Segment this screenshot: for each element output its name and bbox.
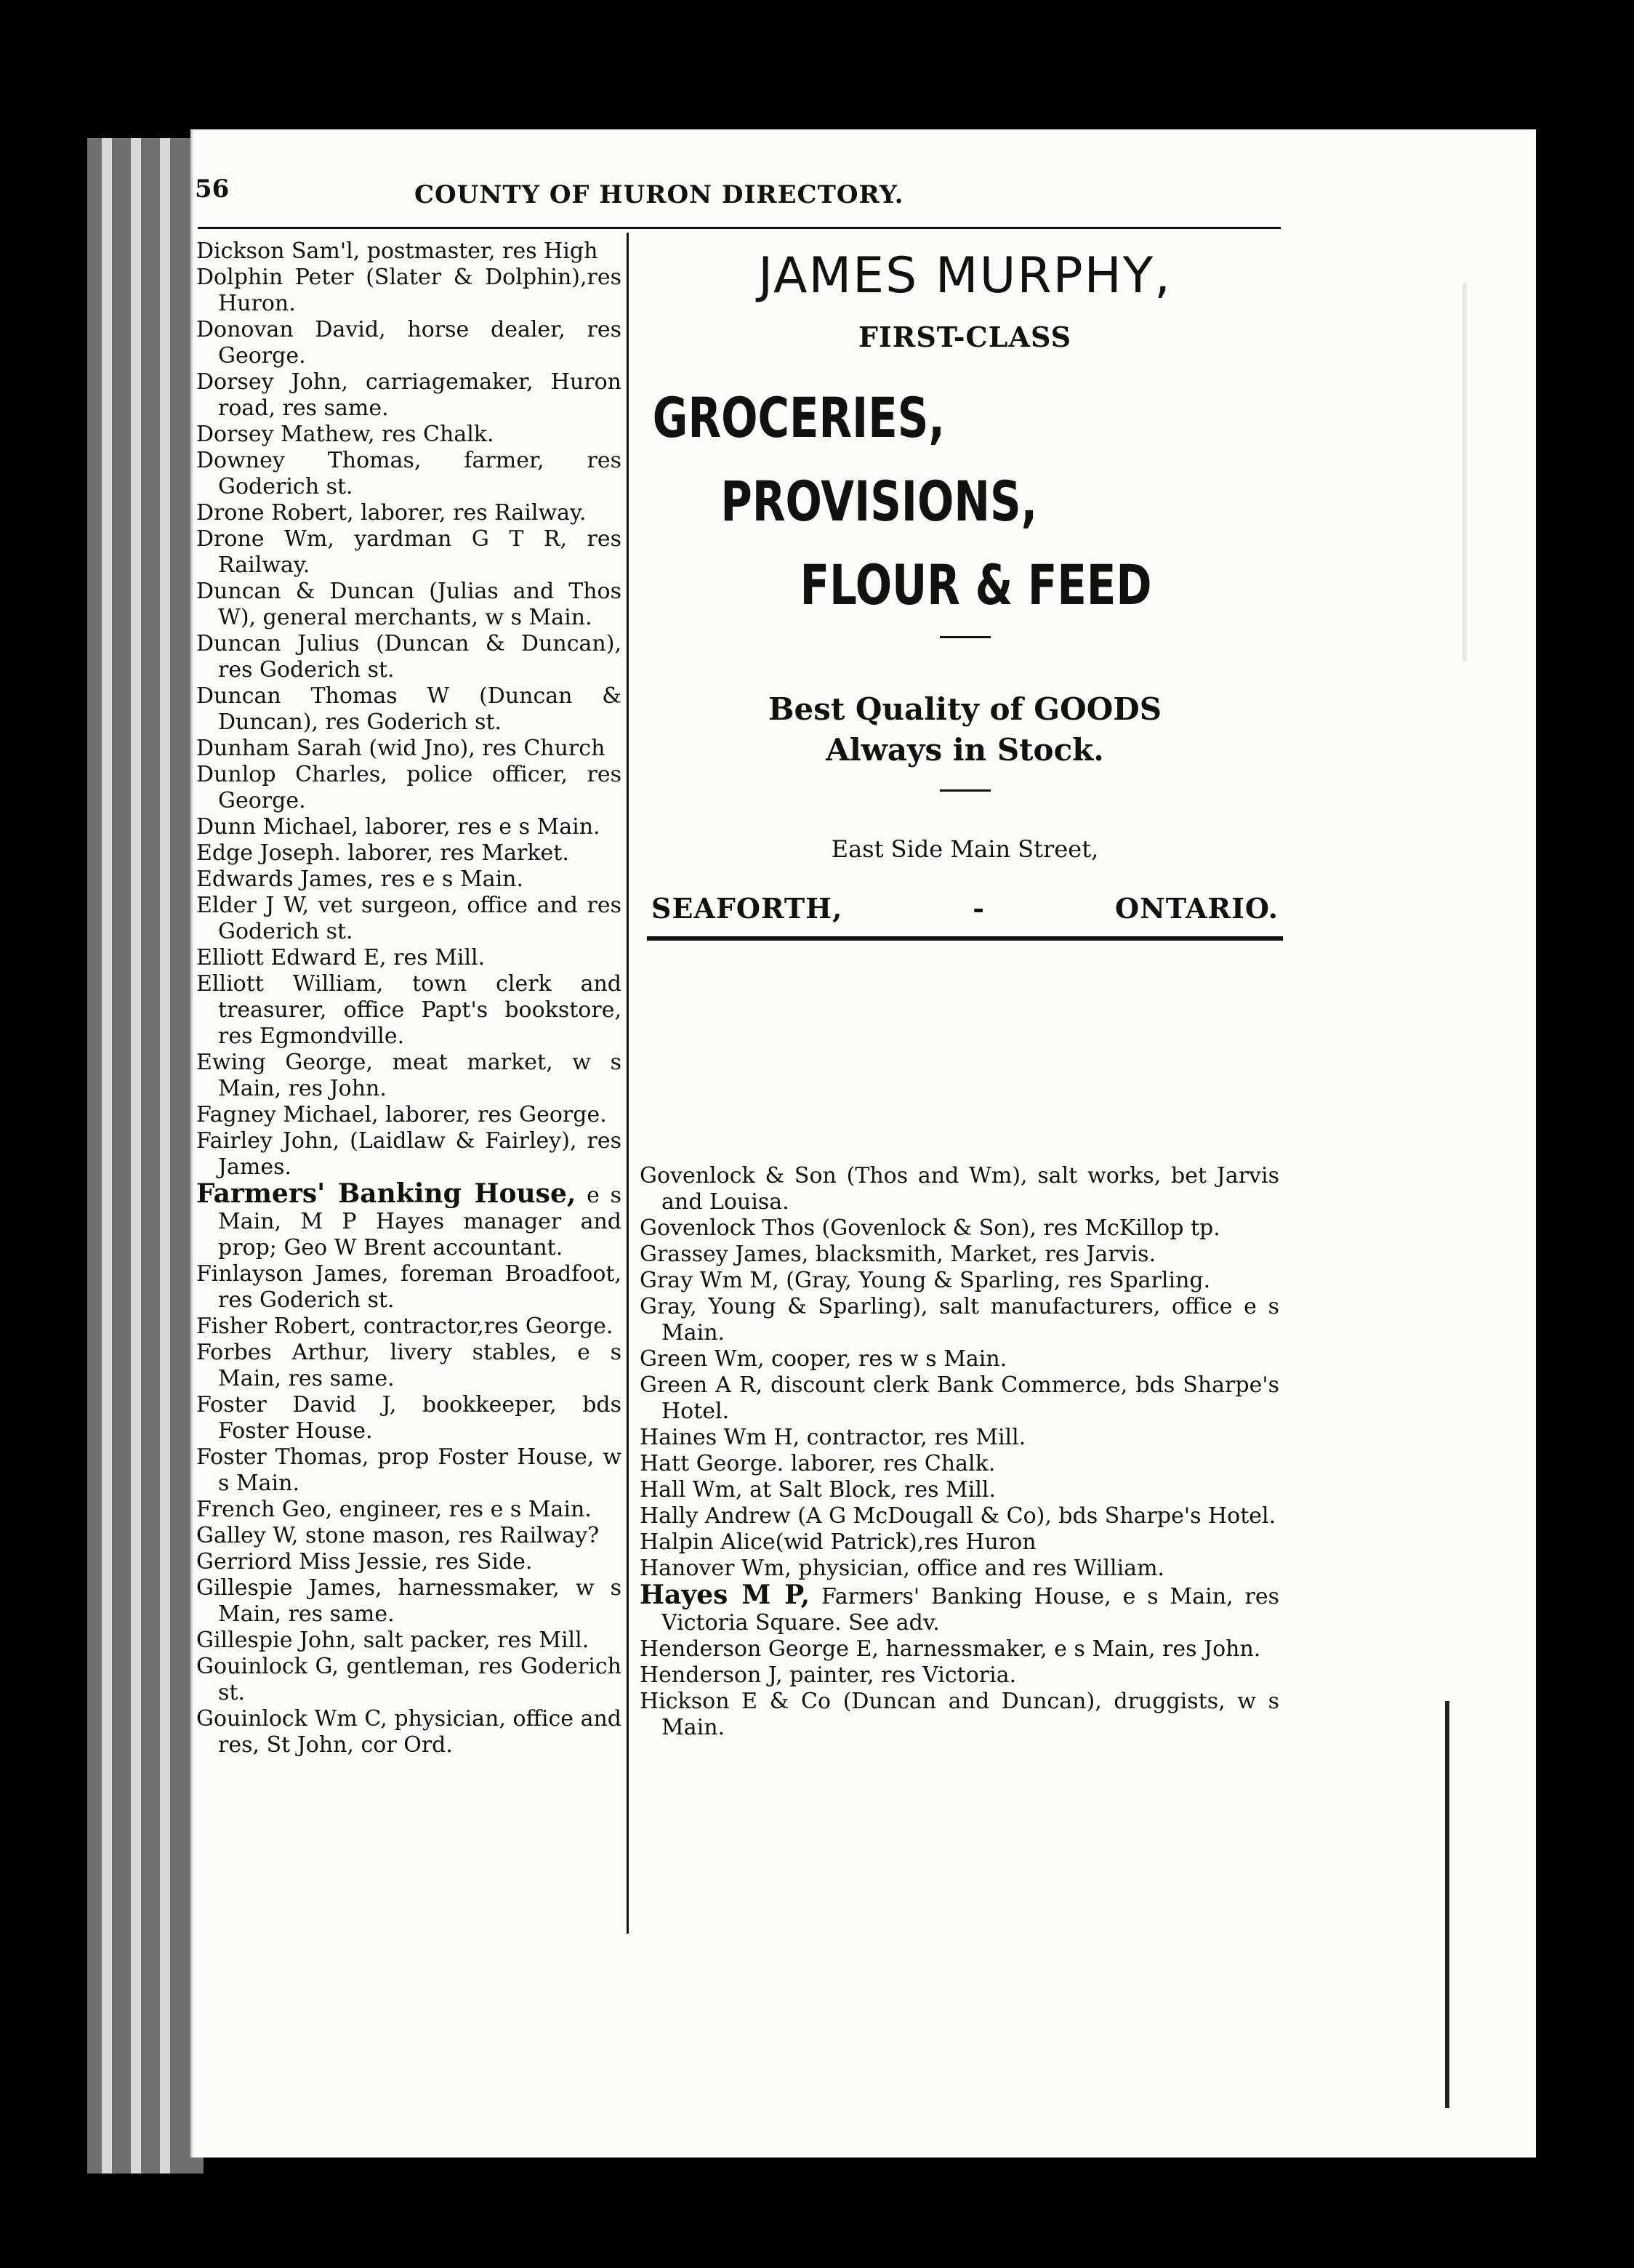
ad-separator: - [973,892,986,925]
ad-bottom-rule [647,936,1283,941]
directory-entry: Gouinlock G, gentleman, res Goderich st. [196,1654,621,1705]
directory-entry: Elliott William, town clerk and treasurer, office Papt's bookstore, res Egmondville. [196,971,621,1049]
advertisement [647,240,1283,941]
directory-entry: Hatt George. laborer, res Chalk. [640,1451,996,1476]
entry-list [196,238,621,1181]
binding-tab [1462,284,1467,662]
directory-entry: Foster Thomas, prop Foster House, w s Main. [196,1444,621,1496]
directory-entry: Fairley John, (Laidlaw & Fairley), res James. [196,1128,621,1180]
page-number: 56 [195,174,230,204]
directory-entry: Gerriord Miss Jessie, res Side. [196,1549,533,1575]
running-head: COUNTY OF HURON DIRECTORY. [414,180,904,209]
directory-entry: Hickson E & Co (Duncan and Duncan), druggists, w s Main. [640,1689,1279,1740]
directory-entry: Drone Wm, yardman G T R, res Railway. [196,526,621,578]
directory-entry: Haines Wm H, contractor, res Mill. [640,1425,1026,1450]
directory-entry: Drone Robert, laborer, res Railway. [196,500,587,526]
book-edge [87,138,204,2174]
directory-entry: Dolphin Peter (Slater & Dolphin),res Huron. [196,265,621,316]
ad-provisions: PROVISIONS, [720,469,1038,534]
ad-city: SEAFORTH, [651,892,843,925]
entry-list [640,1163,1279,1582]
directory-entry: Green A R, discount clerk Bank Commerce, bds Sharpe's Hotel. [640,1372,1279,1424]
left-column [196,238,621,1758]
ad-slogan [647,689,1283,771]
directory-entry: French Geo, engineer, res e s Main. [196,1497,592,1522]
directory-entry: Fagney Michael, laborer, res George. [196,1102,607,1127]
directory-entry: Henderson George E, harnessmaker, e s Main, res John. [640,1636,1261,1662]
ad-location [647,892,1283,925]
directory-entry: Duncan Julius (Duncan & Duncan), res Goderich st. [196,631,621,683]
entry-list [196,1261,621,1758]
directory-entry: Duncan Thomas W (Duncan & Duncan), res Goderich st. [196,683,621,735]
header-rule [198,227,1281,229]
entry-name: Farmers' Banking House, [196,1178,576,1209]
directory-entry: Grassey James, blacksmith, Market, res Jarvis. [640,1242,1156,1267]
directory-entry: Fisher Robert, contractor,res George. [196,1314,613,1339]
entry-list [640,1636,1279,1741]
right-column [640,1163,1279,1741]
page-edge-strip [131,138,141,2174]
entry-name: Hayes M P, [640,1580,810,1610]
directory-entry: Edwards James, res e s Main. [196,866,524,892]
directory-entry: Hally Andrew (A G McDougall & Co), bds Sharpe's Hotel. [640,1503,1276,1529]
ad-groceries: GROCERIES, [652,385,945,450]
directory-entry: Henderson J, painter, res Victoria. [640,1662,1017,1688]
directory-entry: Govenlock & Son (Thos and Wm), salt works, bet Jarvis and Louisa. [640,1163,1279,1215]
directory-entry: Gillespie John, salt packer, res Mill. [196,1628,589,1653]
ad-slogan-line: Best Quality of GOODS [768,691,1162,727]
ad-divider [940,789,991,792]
directory-entry: Dunn Michael, laborer, res e s Main. [196,814,600,840]
directory-entry: Elliott Edward E, res Mill. [196,945,486,970]
directory-entry: Downey Thomas, farmer, res Goderich st. [196,448,621,499]
entry-text: e s Main, M P Hayes manager and prop; Geo W Brent accountant. [218,1183,622,1260]
directory-entry: Dunlop Charles, police officer, res George. [196,762,621,813]
ad-divider [940,636,991,638]
column-divider [627,233,629,1934]
binding-tab [1445,1701,1449,2108]
directory-entry: Gray, Young & Sparling), salt manufacturers, office e s Main. [640,1294,1279,1346]
directory-entry: Galley W, stone mason, res Railway? [196,1523,600,1548]
directory-entry: Elder J W, vet surgeon, office and res Goderich st. [196,893,621,944]
directory-entry: Halpin Alice(wid Patrick),res Huron [640,1529,1037,1555]
directory-entry: Ewing George, meat market, w s Main, res John. [196,1050,621,1101]
directory-entry-bold [640,1582,1279,1636]
directory-entry-bold [196,1178,622,1261]
directory-entry: Gillespie James, harnessmaker, w s Main, res same. [196,1575,621,1627]
entry-text: Farmers' Banking House, e s Main, res Victoria Square. See adv. [661,1584,1279,1636]
directory-entry: Dickson Sam'l, postmaster, res High [196,238,598,264]
directory-entry: Dunham Sarah (wid Jno), res Church [196,736,605,761]
directory-entry: Green Wm, cooper, res w s Main. [640,1346,1007,1372]
page-edge-strip [160,138,170,2174]
directory-entry: Dorsey John, carriagemaker, Huron road, res same. [196,369,621,421]
directory-entry: Gouinlock Wm C, physician, office and res, St John, cor Ord. [196,1706,621,1758]
directory-entry: Govenlock Thos (Govenlock & Son), res McKillop tp. [640,1215,1220,1241]
directory-entry: Edge Joseph. laborer, res Market. [196,840,569,866]
ad-address: East Side Main Street, [831,835,1099,863]
directory-entry: Gray Wm M, (Gray, Young & Sparling, res Sparling. [640,1268,1211,1293]
ad-merchant-name: JAMES MURPHY, [758,247,1172,305]
directory-entry: Forbes Arthur, livery stables, e s Main, res same. [196,1340,621,1391]
ad-first-class: FIRST-CLASS [858,321,1072,353]
directory-entry: Donovan David, horse dealer, res George. [196,317,621,369]
directory-entry: Hanover Wm, physician, office and res William. [640,1556,1165,1581]
ad-slogan-line: Always in Stock. [826,732,1104,768]
directory-entry: Foster David J, bookkeeper, bds Foster House. [196,1392,621,1444]
page-edge-strip [102,138,112,2174]
directory-entry: Hall Wm, at Salt Block, res Mill. [640,1477,997,1503]
directory-entry: Finlayson James, foreman Broadfoot, res Goderich st. [196,1261,621,1313]
ad-flour-feed: FLOUR & FEED [800,552,1152,617]
directory-entry: Duncan & Duncan (Julias and Thos W), general merchants, w s Main. [196,579,621,630]
ad-province: ONTARIO. [1115,892,1279,925]
directory-entry: Dorsey Mathew, res Chalk. [196,422,494,447]
